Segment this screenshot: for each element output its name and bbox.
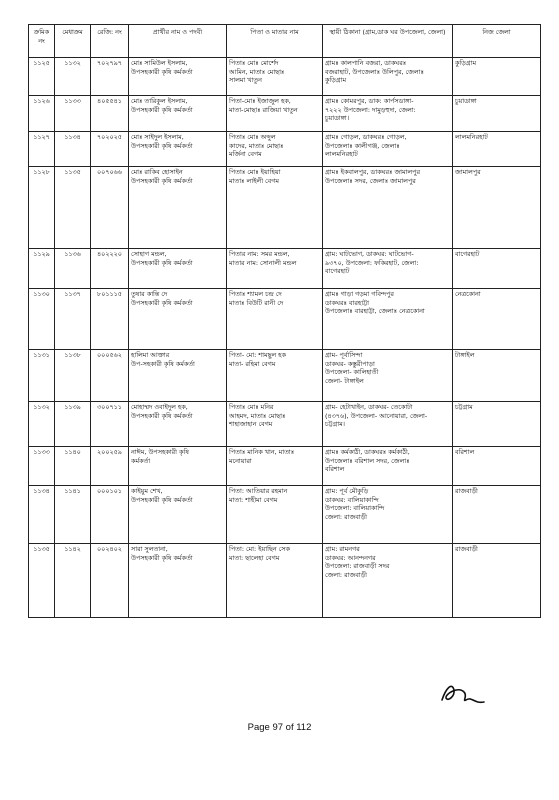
serial-cell: ১১৩৩ xyxy=(29,447,55,486)
address-line: গ্রাম- পূর্বাসিন্দা xyxy=(325,351,363,359)
parents-line: শাহাজাহান বেগম xyxy=(229,420,273,429)
parents-line: মাতা: ছালেহা বেগম xyxy=(229,553,280,562)
parents-line: মাতা-মোছাঃ রাজিয়া খাতুন xyxy=(229,105,298,114)
parents-line: মাতাঃ বিউটি রানী দে xyxy=(229,298,284,307)
name-designation-line: মোহাম্মদ ওবাইদুল হক, xyxy=(131,403,188,411)
name-designation-line: উপসহকারী কৃষি কর্মকর্তা xyxy=(131,298,193,307)
address-cell xyxy=(323,96,453,132)
merit-cell: ১১৩২ xyxy=(55,58,91,96)
name-designation-cell xyxy=(129,167,227,249)
address-line: বরিশাল xyxy=(325,465,345,474)
name-designation-cell xyxy=(129,58,227,96)
merit-cell: ১১৪২ xyxy=(55,544,91,618)
address-line: গ্রাম- হেটাখাইন, ডাকঘর- তেকোটা xyxy=(325,403,413,411)
header-row xyxy=(29,25,541,58)
merit-cell: ১১৩৪ xyxy=(55,132,91,167)
name-designation-cell xyxy=(129,289,227,350)
address-line: উপজেলাঃ সদর, জেলাঃ জামালপুর xyxy=(325,176,416,185)
name-designation-cell xyxy=(129,544,227,618)
address-cell xyxy=(323,350,453,402)
parents-cell xyxy=(227,350,323,402)
serial-cell: ১১৩০ xyxy=(29,289,55,350)
address-line: বাগেরহাট xyxy=(325,267,350,276)
address-line: জেলা- টাঙ্গাইল xyxy=(325,376,364,385)
home-district-cell: চট্টগ্রাম xyxy=(453,402,541,447)
address-line: (৪৩৭৬), উপজেলা- আনোয়ারা, জেলা- xyxy=(325,411,428,420)
registration-cell: ০০২৪০২ xyxy=(91,544,129,618)
address-line: লালমনিরহাট xyxy=(325,150,358,159)
address-cell xyxy=(323,486,453,544)
name-designation-line: উপসহকারী কৃষি কর্মকর্তা xyxy=(131,67,193,76)
name-designation-cell xyxy=(129,350,227,402)
parents-cell xyxy=(227,58,323,96)
parents-cell xyxy=(227,486,323,544)
merit-cell: ১১৩৩ xyxy=(55,96,91,132)
merit-cell: ১১৩৬ xyxy=(55,249,91,289)
parents-line: সালমা খাতুন xyxy=(229,76,262,85)
name-designation-line: উপসহকারী কৃষি কর্মকর্তা xyxy=(131,411,193,420)
address-line: গ্রামঃ কালপানি বজরা, ডাকঘরঃ xyxy=(325,59,407,67)
serial-cell: ১১২৮ xyxy=(29,167,55,249)
parents-line: মাতা: শাহীমা বেগম xyxy=(229,495,278,504)
address-line: গ্রামঃ গাড়া গড়মা গবিন্দপুর xyxy=(325,290,394,298)
name-designation-line: কাইয়ুম শেখ, xyxy=(131,487,163,495)
registration-cell: ৪০৫৫৪১ xyxy=(91,96,129,132)
table-body xyxy=(29,58,541,618)
serial-cell: ১১৩১ xyxy=(29,350,55,402)
name-designation-line: উপসহকারী কৃষি কর্মকর্তা xyxy=(131,495,193,504)
address-cell xyxy=(323,289,453,350)
table-row xyxy=(29,58,541,96)
signature-mark xyxy=(438,678,488,708)
table-row xyxy=(29,350,541,402)
address-line: ৯৩৭০, উপজেলা: ফকিরহাট, জেলা: xyxy=(325,258,419,267)
address-line: জেলা: রাজবাড়ী xyxy=(325,570,367,579)
registration-cell: ০০০১০১ xyxy=(91,486,129,544)
name-designation-cell xyxy=(129,132,227,167)
registration-cell: ৭০২৭৯৭ xyxy=(91,58,129,96)
name-designation-cell xyxy=(129,249,227,289)
name-designation-line: উপসহকারী কৃষি কর্মকর্তা xyxy=(131,553,193,562)
name-designation-line: মোঃ সামিউল ইসলাম, xyxy=(131,59,188,67)
parents-cell xyxy=(227,544,323,618)
address-line: গ্রাম: পূর্ব মৌকুড়ি xyxy=(325,487,369,495)
name-designation-line: উপসহকারী কৃষি কর্মকর্তা xyxy=(131,176,193,185)
name-designation-line: উপসহকারী কৃষি কর্মকর্তা xyxy=(131,141,193,150)
parents-line: আহমদ, মাতাঃ মোছাঃ xyxy=(229,411,286,420)
parents-cell xyxy=(227,447,323,486)
parents-line: আমিন, মাতাঃ মোছাঃ xyxy=(229,67,285,76)
address-line: কুড়িগ্রাম xyxy=(325,76,347,85)
address-cell xyxy=(323,447,453,486)
candidate-table xyxy=(28,24,541,618)
table-row xyxy=(29,96,541,132)
address-line: জেলা: রাজবাড়ী xyxy=(325,512,367,521)
registration-cell: ৪০২২২০ xyxy=(91,249,129,289)
table-row xyxy=(29,132,541,167)
address-cell xyxy=(323,167,453,249)
registration-cell: ৩০০৭১১ xyxy=(91,402,129,447)
header-address: স্থায়ী ঠিকানা (গ্রাম,ডাক ঘর উপজেলা, জেলা) xyxy=(323,25,453,58)
home-district-cell: লালমনিরহাট xyxy=(453,132,541,167)
address-line: উপজেলা: রাজবাড়ী সদর xyxy=(325,562,390,571)
name-designation-line: হালিমা আক্তার xyxy=(131,351,170,359)
address-cell xyxy=(323,249,453,289)
parents-cell xyxy=(227,132,323,167)
home-district-cell: বরিশাল xyxy=(453,447,541,486)
parents-line: মাতাঃ লাইলী বেগম xyxy=(229,176,279,185)
registration-cell: ৮০১১১৫ xyxy=(91,289,129,350)
address-line: ডাকঘরঃ বারহাট্টা xyxy=(325,298,369,307)
parents-line: পিতা- মো: শামছুল হক xyxy=(229,351,287,359)
home-district-cell: রাজবাড়ী xyxy=(453,544,541,618)
home-district-cell: নেত্রকোনা xyxy=(453,289,541,350)
merit-cell: ১১৩৫ xyxy=(55,167,91,249)
merit-cell: ১১৩৮ xyxy=(55,350,91,402)
registration-cell: ২০০২৫৯ xyxy=(91,447,129,486)
name-designation-line: মোঃ রাকিব হোসাইন xyxy=(131,168,183,176)
address-line: বজরাহাট, উপজেলাঃ উলিপুর, জেলাঃ xyxy=(325,67,424,76)
address-line: গ্রামঃ কর্মকাঠী, ডাকঘরঃ কর্মকাঠী, xyxy=(325,448,410,456)
address-cell xyxy=(323,402,453,447)
address-line: গ্রামঃ ইকবালপুর, ডাকঘরঃ জামালপুর xyxy=(325,168,421,176)
address-line: গ্রামঃ কোমরপুর, ডাক: কার্পসডাঙ্গা- xyxy=(325,97,414,105)
home-district-cell: টাঙ্গাইল xyxy=(453,350,541,402)
table-row xyxy=(29,402,541,447)
parents-line: পিতাঃ শ্যামল চন্দ্র দে xyxy=(229,290,282,298)
parents-cell xyxy=(227,167,323,249)
name-designation-line: উপসহকারী কৃষি কর্মকর্তা xyxy=(131,105,193,114)
name-designation-line: তুষার কান্তি দে xyxy=(131,290,168,298)
parents-line: পিতার নাম: সমর মন্ডল, xyxy=(229,250,290,258)
table-row xyxy=(29,544,541,618)
table-row xyxy=(29,167,541,249)
parents-line: পিতা: মো: ইয়াছিন সেক xyxy=(229,545,290,553)
serial-cell: ১১৩৫ xyxy=(29,544,55,618)
address-line: ডাকঘর: বালিয়াকান্দি xyxy=(325,495,379,504)
address-line: চুয়াডাঙ্গা। xyxy=(325,114,350,123)
parents-cell xyxy=(227,289,323,350)
serial-cell: ১১২৯ xyxy=(29,249,55,289)
parents-line: পিতাঃ মোঃ ইয়াহিয়া xyxy=(229,168,281,176)
name-designation-line: সারা সুলতানা, xyxy=(131,545,168,553)
header-parents: পিতা ও মাতার নাম xyxy=(227,25,323,58)
address-line: উপজেলা- কালিহাতী xyxy=(325,368,379,377)
home-district-cell: কুড়িগ্রাম xyxy=(453,58,541,96)
merit-cell: ১১৩৯ xyxy=(55,402,91,447)
name-designation-line: নাঈম, উপসহকারী কৃষি xyxy=(131,448,189,456)
serial-cell: ১১৩২ xyxy=(29,402,55,447)
table-row xyxy=(29,447,541,486)
parents-line: পিতাঃ মোঃ মনির xyxy=(229,403,274,411)
address-line: উপজেলা: বালিয়াকান্দি xyxy=(325,504,385,513)
header-serial: ক্রমিক নং xyxy=(29,25,55,58)
parents-cell xyxy=(227,402,323,447)
name-designation-line: উপ-সহকারী কৃষি কর্মকর্তা xyxy=(131,359,195,368)
merit-cell: ১১৩৭ xyxy=(55,289,91,350)
page-number: Page 97 of 112 xyxy=(247,722,312,733)
parents-line: মাতার নাম: সোনালী মন্ডল xyxy=(229,258,297,267)
name-designation-line: কর্মকর্তা xyxy=(131,456,151,465)
address-line: গ্রামঃ গোড়ল, ডাকঘরঃ গোড়ল, xyxy=(325,133,407,141)
address-line: গ্রাম: রামনগর xyxy=(325,545,360,553)
home-district-cell: বাগেরহাট xyxy=(453,249,541,289)
name-designation-line: সোহাগ মন্ডল, xyxy=(131,250,167,258)
table-row xyxy=(29,289,541,350)
address-line: ৭২২২ উপজেলা: দামুড়হুদা, জেলা: xyxy=(325,105,416,114)
serial-cell: ১১২৫ xyxy=(29,58,55,96)
parents-line: মনোয়ারা xyxy=(229,456,252,465)
home-district-cell: চুয়াডাঙ্গা xyxy=(453,96,541,132)
header-district: নিজ জেলা xyxy=(453,25,541,58)
address-cell xyxy=(323,58,453,96)
address-line: চট্টগ্রাম। xyxy=(325,420,345,429)
home-district-cell: রাজবাড়ী xyxy=(453,486,541,544)
address-line: উপজেলাঃ বারহাট্টা, জেলাঃ নেত্রকোনা xyxy=(325,307,425,316)
parents-cell xyxy=(227,249,323,289)
address-line: উপজেলাঃ বরিশাল সদর, জেলাঃ xyxy=(325,456,410,465)
table-row xyxy=(29,249,541,289)
name-designation-cell xyxy=(129,486,227,544)
parents-line: মর্জিনা বেগম xyxy=(229,150,262,159)
name-designation-cell xyxy=(129,402,227,447)
parents-line: কাদের, মাতাঃ মোছাঃ xyxy=(229,141,284,150)
name-designation-line: মোঃ তারিকুল ইসলাম, xyxy=(131,97,188,105)
parents-line: পিতাঃ মোঃ মোর্শেদ xyxy=(229,59,279,67)
table-row xyxy=(29,486,541,544)
serial-cell: ১১৩৪ xyxy=(29,486,55,544)
address-cell xyxy=(323,132,453,167)
header-merit: মেধাক্রম xyxy=(55,25,91,58)
registration-cell: ০০০৫৬২ xyxy=(91,350,129,402)
address-cell xyxy=(323,544,453,618)
parents-cell xyxy=(227,96,323,132)
home-district-cell: জামালপুর xyxy=(453,167,541,249)
name-designation-cell xyxy=(129,96,227,132)
header-reg: রেজি: নং xyxy=(91,25,129,58)
parents-line: পিতাঃ মানিক খান, মাতাঃ xyxy=(229,448,295,456)
name-designation-line: মোঃ সাইদুল ইসলাম, xyxy=(131,133,184,141)
parents-line: পিতা: আতিয়ার রহমান xyxy=(229,487,288,495)
address-line: গ্রাম: ঘাটভোগ, ডাকঘর: ঘাটভোগ- xyxy=(325,250,414,258)
parents-line: পিতাঃ মোঃ অব্দুল xyxy=(229,133,276,141)
address-line: ডাকঘর: আনন্দনগর xyxy=(325,553,376,562)
address-line: ডাকঘর- কস্তুরীপাড়া xyxy=(325,359,375,368)
merit-cell: ১১৪০ xyxy=(55,447,91,486)
merit-cell: ১১৪১ xyxy=(55,486,91,544)
serial-cell: ১১২৭ xyxy=(29,132,55,167)
registration-cell: ০০৭০৬৬ xyxy=(91,167,129,249)
registration-cell: ৭০২০২৫ xyxy=(91,132,129,167)
name-designation-line: উপসহকারী কৃষি কর্মকর্তা xyxy=(131,258,193,267)
parents-line: মাতা- রহিমা বেগম xyxy=(229,359,276,368)
header-name: প্রার্থীর নাম ও পদবী xyxy=(129,25,227,58)
serial-cell: ১১২৬ xyxy=(29,96,55,132)
parents-line: পিতা-মোঃ ইজাজুল হক, xyxy=(229,97,291,105)
address-line: উপজেলাঃ কালীগঞ্জ, জেলাঃ xyxy=(325,141,400,150)
name-designation-cell xyxy=(129,447,227,486)
